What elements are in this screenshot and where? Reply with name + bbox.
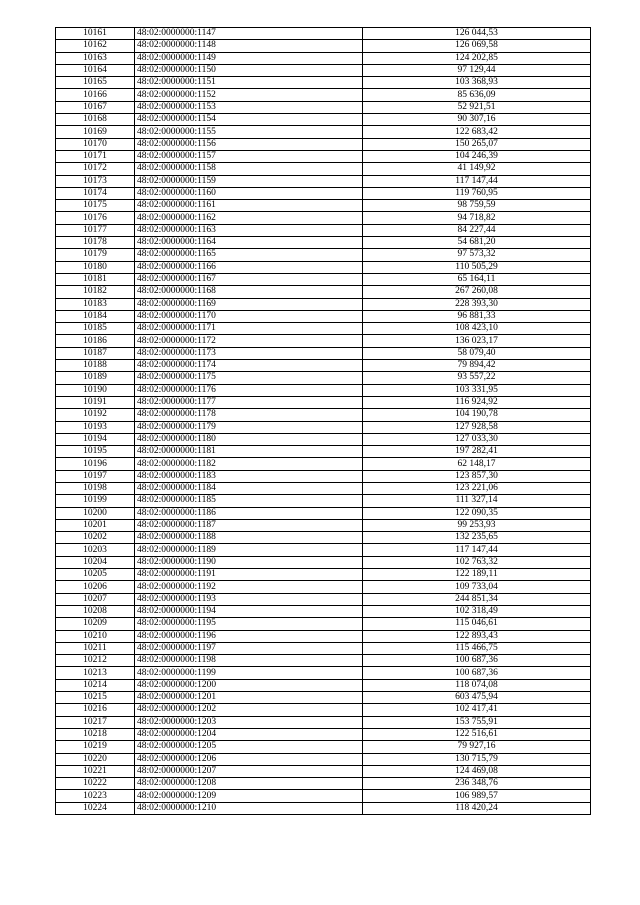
value-cell: 102 763,32 xyxy=(363,556,591,568)
value-cell: 94 718,82 xyxy=(363,212,591,224)
cadastral-number-cell: 48:02:0000000:1148 xyxy=(135,40,363,52)
row-number-cell: 10196 xyxy=(56,458,135,470)
row-number-cell: 10210 xyxy=(56,630,135,642)
row-number-cell: 10174 xyxy=(56,187,135,199)
cadastral-number-cell: 48:02:0000000:1198 xyxy=(135,655,363,667)
cadastral-number-cell: 48:02:0000000:1162 xyxy=(135,212,363,224)
row-number-cell: 10164 xyxy=(56,64,135,76)
cadastral-number-cell: 48:02:0000000:1176 xyxy=(135,384,363,396)
row-number-cell: 10208 xyxy=(56,605,135,617)
table-row xyxy=(56,741,591,753)
value-cell: 62 148,17 xyxy=(363,458,591,470)
table-row xyxy=(56,765,591,777)
table-row xyxy=(56,618,591,630)
row-number-cell: 10185 xyxy=(56,323,135,335)
table-row xyxy=(56,581,591,593)
table-row xyxy=(56,446,591,458)
table-row xyxy=(56,77,591,89)
table-row xyxy=(56,753,591,765)
value-cell: 228 393,30 xyxy=(363,298,591,310)
value-cell: 109 733,04 xyxy=(363,581,591,593)
table-row xyxy=(56,593,591,605)
cadastral-number-cell: 48:02:0000000:1186 xyxy=(135,507,363,519)
row-number-cell: 10197 xyxy=(56,470,135,482)
row-number-cell: 10192 xyxy=(56,409,135,421)
row-number-cell: 10162 xyxy=(56,40,135,52)
value-cell: 136 023,17 xyxy=(363,335,591,347)
row-number-cell: 10176 xyxy=(56,212,135,224)
table-row xyxy=(56,89,591,101)
value-cell: 122 893,43 xyxy=(363,630,591,642)
row-number-cell: 10166 xyxy=(56,89,135,101)
value-cell: 117 147,44 xyxy=(363,175,591,187)
row-number-cell: 10175 xyxy=(56,200,135,212)
cadastral-number-cell: 48:02:0000000:1178 xyxy=(135,409,363,421)
cadastral-number-cell: 48:02:0000000:1181 xyxy=(135,446,363,458)
value-cell: 118 420,24 xyxy=(363,802,591,814)
row-number-cell: 10203 xyxy=(56,544,135,556)
table-row xyxy=(56,667,591,679)
row-number-cell: 10201 xyxy=(56,519,135,531)
table-row xyxy=(56,778,591,790)
row-number-cell: 10214 xyxy=(56,679,135,691)
cadastral-number-cell: 48:02:0000000:1156 xyxy=(135,138,363,150)
value-cell: 119 760,95 xyxy=(363,187,591,199)
table-row xyxy=(56,224,591,236)
value-cell: 103 331,95 xyxy=(363,384,591,396)
cadastral-number-cell: 48:02:0000000:1197 xyxy=(135,642,363,654)
cadastral-number-cell: 48:02:0000000:1154 xyxy=(135,114,363,126)
value-cell: 197 282,41 xyxy=(363,446,591,458)
cadastral-number-cell: 48:02:0000000:1199 xyxy=(135,667,363,679)
cadastral-number-cell: 48:02:0000000:1180 xyxy=(135,433,363,445)
row-number-cell: 10219 xyxy=(56,741,135,753)
cadastral-number-cell: 48:02:0000000:1177 xyxy=(135,396,363,408)
cadastral-number-cell: 48:02:0000000:1193 xyxy=(135,593,363,605)
value-cell: 122 516,61 xyxy=(363,728,591,740)
row-number-cell: 10198 xyxy=(56,482,135,494)
value-cell: 79 894,42 xyxy=(363,360,591,372)
row-number-cell: 10213 xyxy=(56,667,135,679)
table-row xyxy=(56,163,591,175)
value-cell: 118 074,08 xyxy=(363,679,591,691)
cadastral-number-cell: 48:02:0000000:1170 xyxy=(135,310,363,322)
cadastral-number-cell: 48:02:0000000:1166 xyxy=(135,261,363,273)
value-cell: 98 759,59 xyxy=(363,200,591,212)
table-row xyxy=(56,642,591,654)
table-row xyxy=(56,187,591,199)
table-row xyxy=(56,790,591,802)
row-number-cell: 10181 xyxy=(56,273,135,285)
value-cell: 123 857,30 xyxy=(363,470,591,482)
value-cell: 96 881,33 xyxy=(363,310,591,322)
cadastral-number-cell: 48:02:0000000:1208 xyxy=(135,778,363,790)
value-cell: 106 989,57 xyxy=(363,790,591,802)
value-cell: 244 851,34 xyxy=(363,593,591,605)
cadastral-number-cell: 48:02:0000000:1161 xyxy=(135,200,363,212)
data-table xyxy=(55,27,591,815)
value-cell: 99 253,93 xyxy=(363,519,591,531)
table-row xyxy=(56,692,591,704)
row-number-cell: 10222 xyxy=(56,778,135,790)
table-row xyxy=(56,470,591,482)
cadastral-number-cell: 48:02:0000000:1151 xyxy=(135,77,363,89)
table-row xyxy=(56,519,591,531)
table-row xyxy=(56,507,591,519)
table-row xyxy=(56,237,591,249)
table-row xyxy=(56,802,591,814)
value-cell: 122 189,11 xyxy=(363,569,591,581)
table-row xyxy=(56,138,591,150)
cadastral-number-cell: 48:02:0000000:1163 xyxy=(135,224,363,236)
cadastral-number-cell: 48:02:0000000:1189 xyxy=(135,544,363,556)
value-cell: 58 079,40 xyxy=(363,347,591,359)
row-number-cell: 10211 xyxy=(56,642,135,654)
value-cell: 126 044,53 xyxy=(363,28,591,40)
value-cell: 126 069,58 xyxy=(363,40,591,52)
value-cell: 124 469,08 xyxy=(363,765,591,777)
cadastral-number-cell: 48:02:0000000:1165 xyxy=(135,249,363,261)
value-cell: 115 046,61 xyxy=(363,618,591,630)
value-cell: 97 129,44 xyxy=(363,64,591,76)
row-number-cell: 10216 xyxy=(56,704,135,716)
row-number-cell: 10177 xyxy=(56,224,135,236)
row-number-cell: 10172 xyxy=(56,163,135,175)
row-number-cell: 10165 xyxy=(56,77,135,89)
cadastral-number-cell: 48:02:0000000:1187 xyxy=(135,519,363,531)
table-row xyxy=(56,372,591,384)
value-cell: 603 475,94 xyxy=(363,692,591,704)
value-cell: 110 505,29 xyxy=(363,261,591,273)
row-number-cell: 10190 xyxy=(56,384,135,396)
table-row xyxy=(56,704,591,716)
cadastral-number-cell: 48:02:0000000:1203 xyxy=(135,716,363,728)
table-row xyxy=(56,630,591,642)
cadastral-number-cell: 48:02:0000000:1182 xyxy=(135,458,363,470)
table-row xyxy=(56,212,591,224)
cadastral-number-cell: 48:02:0000000:1194 xyxy=(135,605,363,617)
row-number-cell: 10212 xyxy=(56,655,135,667)
row-number-cell: 10184 xyxy=(56,310,135,322)
cadastral-number-cell: 48:02:0000000:1200 xyxy=(135,679,363,691)
value-cell: 103 368,93 xyxy=(363,77,591,89)
table-row xyxy=(56,114,591,126)
table-row xyxy=(56,728,591,740)
table-row xyxy=(56,261,591,273)
row-number-cell: 10218 xyxy=(56,728,135,740)
cadastral-number-cell: 48:02:0000000:1205 xyxy=(135,741,363,753)
table-row xyxy=(56,556,591,568)
value-cell: 153 755,91 xyxy=(363,716,591,728)
row-number-cell: 10186 xyxy=(56,335,135,347)
row-number-cell: 10191 xyxy=(56,396,135,408)
row-number-cell: 10199 xyxy=(56,495,135,507)
value-cell: 97 573,32 xyxy=(363,249,591,261)
table-row xyxy=(56,52,591,64)
row-number-cell: 10205 xyxy=(56,569,135,581)
cadastral-number-cell: 48:02:0000000:1179 xyxy=(135,421,363,433)
value-cell: 124 202,85 xyxy=(363,52,591,64)
value-cell: 104 246,39 xyxy=(363,150,591,162)
table-row xyxy=(56,101,591,113)
row-number-cell: 10207 xyxy=(56,593,135,605)
table-row xyxy=(56,409,591,421)
value-cell: 102 318,49 xyxy=(363,605,591,617)
value-cell: 150 265,07 xyxy=(363,138,591,150)
table-row xyxy=(56,716,591,728)
row-number-cell: 10163 xyxy=(56,52,135,64)
table-row xyxy=(56,655,591,667)
table-body xyxy=(56,28,591,815)
cadastral-number-cell: 48:02:0000000:1150 xyxy=(135,64,363,76)
cadastral-number-cell: 48:02:0000000:1190 xyxy=(135,556,363,568)
cadastral-number-cell: 48:02:0000000:1172 xyxy=(135,335,363,347)
cadastral-number-cell: 48:02:0000000:1175 xyxy=(135,372,363,384)
cadastral-number-cell: 48:02:0000000:1184 xyxy=(135,482,363,494)
row-number-cell: 10180 xyxy=(56,261,135,273)
cadastral-number-cell: 48:02:0000000:1188 xyxy=(135,532,363,544)
cadastral-number-cell: 48:02:0000000:1159 xyxy=(135,175,363,187)
table-row xyxy=(56,298,591,310)
row-number-cell: 10173 xyxy=(56,175,135,187)
row-number-cell: 10179 xyxy=(56,249,135,261)
cadastral-number-cell: 48:02:0000000:1201 xyxy=(135,692,363,704)
cadastral-number-cell: 48:02:0000000:1168 xyxy=(135,286,363,298)
table-row xyxy=(56,544,591,556)
value-cell: 116 924,92 xyxy=(363,396,591,408)
row-number-cell: 10220 xyxy=(56,753,135,765)
cadastral-number-cell: 48:02:0000000:1207 xyxy=(135,765,363,777)
value-cell: 93 557,22 xyxy=(363,372,591,384)
table-row xyxy=(56,175,591,187)
cadastral-number-cell: 48:02:0000000:1196 xyxy=(135,630,363,642)
value-cell: 102 417,41 xyxy=(363,704,591,716)
table-row xyxy=(56,286,591,298)
value-cell: 79 927,16 xyxy=(363,741,591,753)
table-row xyxy=(56,323,591,335)
cadastral-number-cell: 48:02:0000000:1183 xyxy=(135,470,363,482)
table-row xyxy=(56,396,591,408)
row-number-cell: 10178 xyxy=(56,237,135,249)
value-cell: 111 327,14 xyxy=(363,495,591,507)
value-cell: 84 227,44 xyxy=(363,224,591,236)
cadastral-number-cell: 48:02:0000000:1174 xyxy=(135,360,363,372)
value-cell: 123 221,06 xyxy=(363,482,591,494)
cadastral-number-cell: 48:02:0000000:1167 xyxy=(135,273,363,285)
row-number-cell: 10209 xyxy=(56,618,135,630)
cadastral-number-cell: 48:02:0000000:1206 xyxy=(135,753,363,765)
row-number-cell: 10169 xyxy=(56,126,135,138)
cadastral-number-cell: 48:02:0000000:1204 xyxy=(135,728,363,740)
value-cell: 267 260,08 xyxy=(363,286,591,298)
value-cell: 122 090,35 xyxy=(363,507,591,519)
row-number-cell: 10168 xyxy=(56,114,135,126)
row-number-cell: 10224 xyxy=(56,802,135,814)
table-row xyxy=(56,249,591,261)
table-row xyxy=(56,273,591,285)
cadastral-number-cell: 48:02:0000000:1158 xyxy=(135,163,363,175)
cadastral-number-cell: 48:02:0000000:1164 xyxy=(135,237,363,249)
table-row xyxy=(56,347,591,359)
row-number-cell: 10170 xyxy=(56,138,135,150)
value-cell: 117 147,44 xyxy=(363,544,591,556)
cadastral-number-cell: 48:02:0000000:1185 xyxy=(135,495,363,507)
cadastral-number-cell: 48:02:0000000:1169 xyxy=(135,298,363,310)
cadastral-number-cell: 48:02:0000000:1152 xyxy=(135,89,363,101)
row-number-cell: 10200 xyxy=(56,507,135,519)
table-row xyxy=(56,200,591,212)
table-row xyxy=(56,150,591,162)
row-number-cell: 10195 xyxy=(56,446,135,458)
value-cell: 236 348,76 xyxy=(363,778,591,790)
row-number-cell: 10194 xyxy=(56,433,135,445)
table-row xyxy=(56,384,591,396)
row-number-cell: 10204 xyxy=(56,556,135,568)
cadastral-number-cell: 48:02:0000000:1149 xyxy=(135,52,363,64)
value-cell: 90 307,16 xyxy=(363,114,591,126)
row-number-cell: 10182 xyxy=(56,286,135,298)
value-cell: 100 687,36 xyxy=(363,667,591,679)
table-row xyxy=(56,569,591,581)
value-cell: 104 190,78 xyxy=(363,409,591,421)
cadastral-number-cell: 48:02:0000000:1157 xyxy=(135,150,363,162)
row-number-cell: 10217 xyxy=(56,716,135,728)
row-number-cell: 10171 xyxy=(56,150,135,162)
table-row xyxy=(56,310,591,322)
row-number-cell: 10161 xyxy=(56,28,135,40)
cadastral-number-cell: 48:02:0000000:1153 xyxy=(135,101,363,113)
value-cell: 122 683,42 xyxy=(363,126,591,138)
table-row xyxy=(56,532,591,544)
cadastral-number-cell: 48:02:0000000:1192 xyxy=(135,581,363,593)
table-row xyxy=(56,40,591,52)
value-cell: 52 921,51 xyxy=(363,101,591,113)
cadastral-number-cell: 48:02:0000000:1195 xyxy=(135,618,363,630)
table-row xyxy=(56,335,591,347)
table-row xyxy=(56,64,591,76)
row-number-cell: 10215 xyxy=(56,692,135,704)
cadastral-number-cell: 48:02:0000000:1171 xyxy=(135,323,363,335)
value-cell: 108 423,10 xyxy=(363,323,591,335)
table-row xyxy=(56,360,591,372)
table-row xyxy=(56,482,591,494)
value-cell: 85 636,09 xyxy=(363,89,591,101)
value-cell: 100 687,36 xyxy=(363,655,591,667)
row-number-cell: 10188 xyxy=(56,360,135,372)
value-cell: 130 715,79 xyxy=(363,753,591,765)
row-number-cell: 10202 xyxy=(56,532,135,544)
value-cell: 132 235,65 xyxy=(363,532,591,544)
table-row xyxy=(56,28,591,40)
table-row xyxy=(56,605,591,617)
row-number-cell: 10223 xyxy=(56,790,135,802)
value-cell: 115 466,75 xyxy=(363,642,591,654)
cadastral-number-cell: 48:02:0000000:1209 xyxy=(135,790,363,802)
cadastral-number-cell: 48:02:0000000:1210 xyxy=(135,802,363,814)
value-cell: 41 149,92 xyxy=(363,163,591,175)
cadastral-number-cell: 48:02:0000000:1202 xyxy=(135,704,363,716)
table-row xyxy=(56,495,591,507)
row-number-cell: 10221 xyxy=(56,765,135,777)
cadastral-number-cell: 48:02:0000000:1191 xyxy=(135,569,363,581)
table-row xyxy=(56,679,591,691)
table-row xyxy=(56,433,591,445)
table-row xyxy=(56,126,591,138)
row-number-cell: 10187 xyxy=(56,347,135,359)
cadastral-number-cell: 48:02:0000000:1147 xyxy=(135,28,363,40)
row-number-cell: 10183 xyxy=(56,298,135,310)
value-cell: 65 164,11 xyxy=(363,273,591,285)
value-cell: 127 033,30 xyxy=(363,433,591,445)
table-row xyxy=(56,421,591,433)
cadastral-number-cell: 48:02:0000000:1173 xyxy=(135,347,363,359)
value-cell: 54 681,20 xyxy=(363,237,591,249)
value-cell: 127 928,58 xyxy=(363,421,591,433)
cadastral-number-cell: 48:02:0000000:1155 xyxy=(135,126,363,138)
row-number-cell: 10167 xyxy=(56,101,135,113)
table-row xyxy=(56,458,591,470)
row-number-cell: 10193 xyxy=(56,421,135,433)
cadastral-number-cell: 48:02:0000000:1160 xyxy=(135,187,363,199)
row-number-cell: 10189 xyxy=(56,372,135,384)
row-number-cell: 10206 xyxy=(56,581,135,593)
